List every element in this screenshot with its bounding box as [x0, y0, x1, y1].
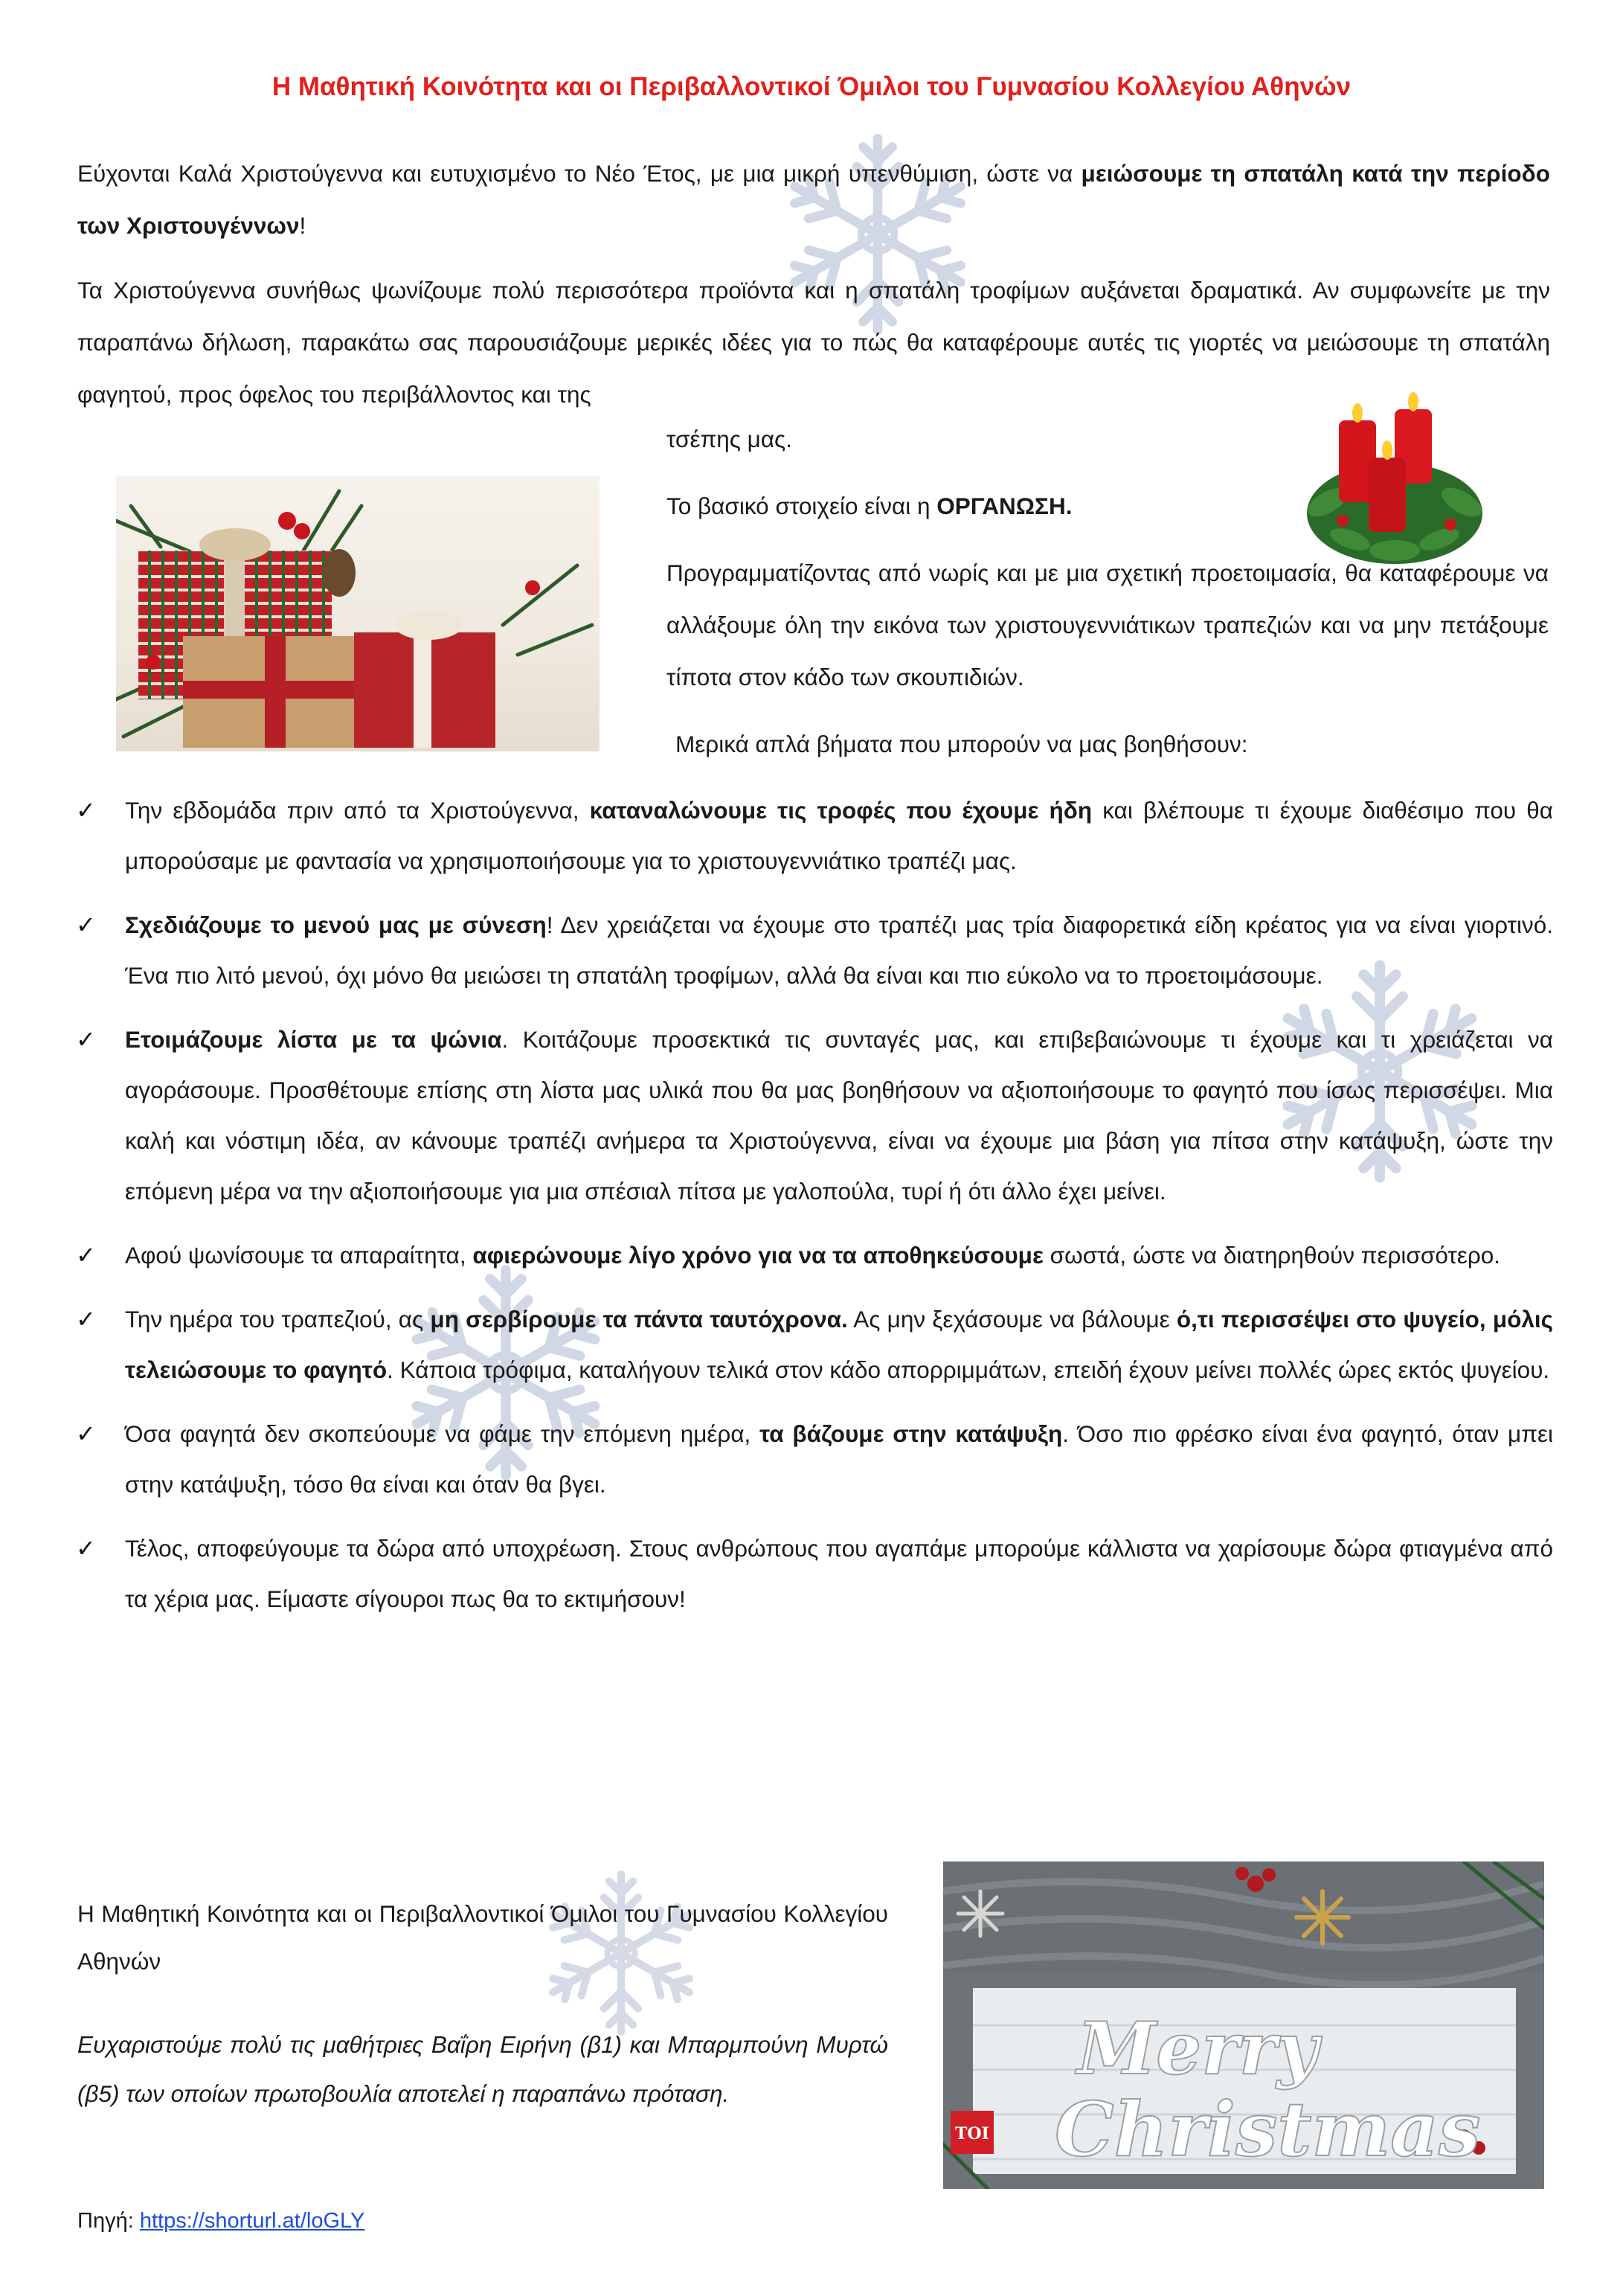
tip-text: . Όσο πιο φρέσκο είναι ένα φαγητό, όταν μπει στην κατάψυξη, τόσο θα είναι και όταν θα βγει.	[125, 1420, 1553, 1498]
list-item	[76, 1294, 1553, 1395]
tip-text: και βλέπουμε τι έχουμε διαθέσιμο που θα μπορούσαμε με φαντασία να χρησιμοποιήσουμε για το χριστουγεννιάτικο τραπέζι μας.	[125, 797, 1553, 874]
tip-emphasis: αφιερώνουμε λίγο χρόνο για να τα αποθηκεύσουμε	[472, 1242, 1044, 1269]
merry-text: Merry	[1077, 2007, 1319, 2091]
tip-text: Την ημέρα του τραπεζιού, ας	[125, 1306, 431, 1333]
tip-text: . Κάποια τρόφιμα, καταλήγουν τελικά στον κάδο απορριμμάτων, επειδή έχουν μείνει πολλές ώρες εκτός ψυγείου.	[387, 1356, 1550, 1383]
source-link[interactable]: https://shorturl.at/loGLY	[139, 2209, 365, 2233]
intro-paragraph: Τα Χριστούγεννα συνήθως ψωνίζουμε πολύ περισσότερα προϊόντα και η σπατάλη τροφίμων αυξάνεται δραματικά. Αν συμφωνείτε με την παραπάνω δήλωση, παρακάτω σας παρουσιάζουμε μερικές ιδέες για το πώς θα καταφέρουμε αυτές τις γιορτές να μειώσουμε τη σπατάλη φαγητού, προς όφελος του περιβάλλοντος και της	[77, 277, 1550, 408]
tip-text: ! Δεν χρειάζεται να έχουμε στο τραπέζι μας τρία διαφορετικά είδη κρέατος για να είναι γιορτινό. Ένα πιο λιτό μενού, όχι μόνο θα μειώσει τη σπατάλη τροφίμων, αλλά θα είναι και πιο εύκολο να το προετοιμάσουμε.	[125, 911, 1553, 989]
tip-emphasis: ό,τι περισσέψει στο ψυγείο, μόλις τελειώσουμε το φαγητό	[125, 1306, 1553, 1383]
list-item	[76, 1230, 1553, 1280]
tip-text: Ας μην ξεχάσουμε να βάλουμε	[847, 1306, 1177, 1333]
checkmark-icon: ✓	[76, 911, 96, 938]
checkmark-icon: ✓	[76, 1306, 96, 1333]
list-item	[76, 1408, 1553, 1510]
source-line	[77, 2206, 364, 2236]
merry-christmas-image	[943, 1862, 1544, 2189]
checkmark-icon: ✓	[76, 1026, 96, 1053]
intro-text: Εύχονται Καλά Χριστούγεννα και ευτυχισμένο το Νέο Έτος, με μια μικρή υπενθύμιση, ώστε να	[77, 160, 1082, 187]
tip-text: Την εβδομάδα πριν από τα Χριστούγεννα,	[125, 797, 590, 824]
checkmark-icon: ✓	[76, 1242, 96, 1269]
tip-emphasis: Σχεδιάζουμε το μενού μας με σύνεση	[125, 911, 547, 938]
source-label: Πηγή:	[77, 2209, 140, 2233]
tip-text: Όσα φαγητά δεν σκοπεύουμε να φάμε την επόμενη ημέρα,	[125, 1420, 760, 1447]
tip-emphasis: τα βάζουμε στην κατάψυξη	[759, 1420, 1063, 1447]
intro-paragraph-continued: τσέπης μας.	[666, 426, 792, 452]
checkmark-icon: ✓	[76, 797, 96, 824]
tip-text: σωστά, ώστε να διατηρηθούν περισσότερο.	[1043, 1242, 1501, 1269]
intro-emphasis: μειώσουμε τη σπατάλη κατά την περίοδο των Χριστουγέννων	[77, 160, 1551, 239]
advent-candles-image	[1298, 391, 1491, 569]
checkmark-icon: ✓	[76, 1420, 96, 1447]
tip-text: Τέλος, αποφεύγουμε τα δώρα από υποχρέωση. Στους ανθρώπους που αγαπάμε μπορούμε κάλλιστα να χαρίσουμε δώρα φτιαγμένα από τα χέρια μας. Είμαστε σίγουροι πως θα το εκτιμήσουν!	[125, 1535, 1553, 1612]
checkmark-icon: ✓	[76, 1535, 96, 1562]
organization-text: Το βασικό στοιχείο είναι η	[666, 493, 937, 519]
tip-emphasis: καταναλώνουμε τις τροφές που έχουμε ήδη	[589, 797, 1093, 824]
toi-badge-text: TOI	[955, 2124, 989, 2143]
christmas-text: Christmas	[1055, 2085, 1481, 2173]
intro-text: !	[299, 212, 306, 239]
tip-emphasis: μη σερβίρουμε τα πάντα ταυτόχρονα.	[430, 1306, 848, 1333]
tips-list	[76, 785, 1553, 1638]
tip-text: . Κοιτάζουμε προσεκτικά τις συνταγές μας, και επιβεβαιώνουμε τι έχουμε και τι χρειάζεται να αγοράσουμε. Προσθέτουμε επίσης στη λίστα μας υλικά που θα μας βοηθήσουν να αξιοποιήσουμε το φαγητό που ίσως περισσέψει. Μια καλή και νόστιμη ιδέα, αν κάνουμε τραπέζι ανήμερα τα Χριστούγεννα, είναι να έχουμε μια βάση για πίτσα στην κατάψυξη, ώστε την επόμενη μέρα να την αξιοποιήσουμε για μια σπέσιαλ πίτσα με γαλοπούλα, τυρί ή ότι άλλο έχει μείνει.	[125, 1026, 1553, 1205]
intro-paragraph	[77, 147, 1550, 251]
christmas-gifts-image	[116, 476, 600, 751]
planning-paragraph: Προγραμματίζοντας από νωρίς και με μια σχετική προετοιμασία, θα καταφέρουμε να αλλάξουμε όλη την εικόνα των χριστουγεννιάτικων τραπεζιών και να μην πετάξουμε τίποτα στον κάδο των σκουπιδιών.	[666, 559, 1549, 690]
list-item	[76, 785, 1553, 886]
steps-intro: Μερικά απλά βήματα που μπορούν να μας βοηθήσουν:	[675, 731, 1248, 757]
list-item	[76, 900, 1553, 1001]
thanks-note: Ευχαριστούμε πολύ τις μαθήτριες Βαΐρη Ειρήνη (β1) και Μπαρμπούνη Μυρτώ (β5) των οποίων πρωτοβουλία αποτελεί η παραπάνω πρόταση.	[77, 2031, 888, 2107]
tip-text: Αφού ψωνίσουμε τα απαραίτητα,	[125, 1242, 473, 1269]
signature: Η Μαθητική Κοινότητα και οι Περιβαλλοντικοί Όμιλοι του Γυμνασίου Κολλεγίου Αθηνών	[77, 1900, 888, 1975]
organization-emphasis: ΟΡΓΑΝΩΣΗ.	[936, 493, 1073, 519]
list-item	[76, 1523, 1553, 1624]
tip-emphasis: Ετοιμάζουμε λίστα με τα ψώνια	[125, 1026, 502, 1053]
page-title: Η Μαθητική Κοινότητα και οι Περιβαλλοντικοί Όμιλοι του Γυμνασίου Κολλεγίου Αθηνών	[271, 72, 1352, 101]
list-item	[76, 1014, 1553, 1216]
organization-paragraph	[666, 480, 1262, 532]
